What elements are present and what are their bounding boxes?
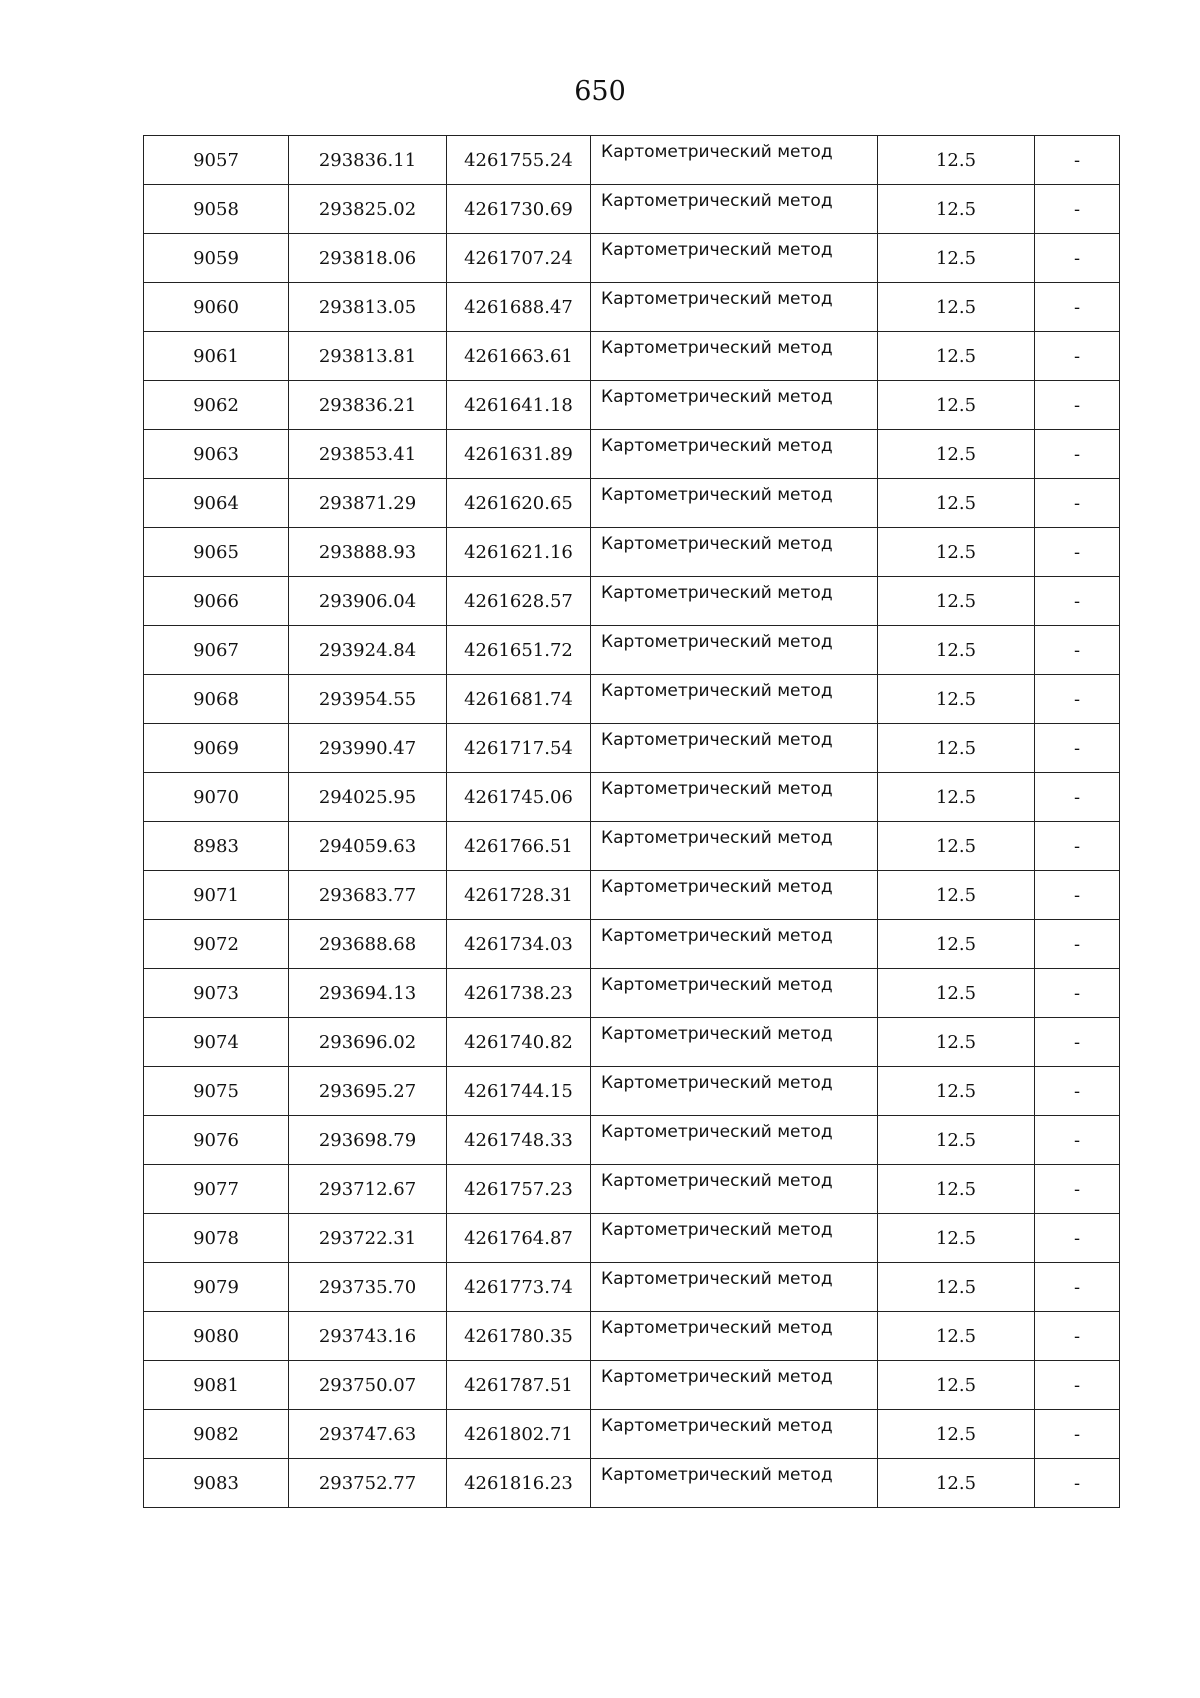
method-cell: Картометрический метод (591, 1214, 878, 1263)
accuracy-cell: 12.5 (878, 1116, 1035, 1165)
method-cell: Картометрический метод (591, 822, 878, 871)
table-row (144, 675, 1120, 724)
y-coordinate-cell: 4261621.16 (447, 528, 591, 577)
y-coordinate-cell: 4261766.51 (447, 822, 591, 871)
point-number-cell: 9078 (144, 1214, 289, 1263)
method-cell: Картометрический метод (591, 871, 878, 920)
x-coordinate-cell: 293694.13 (289, 969, 447, 1018)
x-coordinate-cell: 293888.93 (289, 528, 447, 577)
note-cell: - (1035, 1067, 1120, 1116)
accuracy-cell: 12.5 (878, 871, 1035, 920)
note-cell: - (1035, 1361, 1120, 1410)
method-cell: Картометрический метод (591, 1067, 878, 1116)
note-cell: - (1035, 283, 1120, 332)
accuracy-cell: 12.5 (878, 136, 1035, 185)
point-number-cell: 9066 (144, 577, 289, 626)
method-cell: Картометрический метод (591, 528, 878, 577)
y-coordinate-cell: 4261748.33 (447, 1116, 591, 1165)
note-cell: - (1035, 1459, 1120, 1508)
note-cell: - (1035, 577, 1120, 626)
accuracy-cell: 12.5 (878, 1459, 1035, 1508)
y-coordinate-cell: 4261707.24 (447, 234, 591, 283)
accuracy-cell: 12.5 (878, 822, 1035, 871)
x-coordinate-cell: 293836.21 (289, 381, 447, 430)
y-coordinate-cell: 4261764.87 (447, 1214, 591, 1263)
accuracy-cell: 12.5 (878, 773, 1035, 822)
note-cell: - (1035, 1116, 1120, 1165)
table-row (144, 822, 1120, 871)
point-number-cell: 9073 (144, 969, 289, 1018)
x-coordinate-cell: 293698.79 (289, 1116, 447, 1165)
point-number-cell: 9068 (144, 675, 289, 724)
table-row (144, 1018, 1120, 1067)
method-cell: Картометрический метод (591, 626, 878, 675)
x-coordinate-cell: 294025.95 (289, 773, 447, 822)
accuracy-cell: 12.5 (878, 1018, 1035, 1067)
table-row (144, 430, 1120, 479)
point-number-cell: 8983 (144, 822, 289, 871)
note-cell: - (1035, 969, 1120, 1018)
accuracy-cell: 12.5 (878, 920, 1035, 969)
y-coordinate-cell: 4261688.47 (447, 283, 591, 332)
table-row (144, 1361, 1120, 1410)
x-coordinate-cell: 293954.55 (289, 675, 447, 724)
x-coordinate-cell: 293871.29 (289, 479, 447, 528)
accuracy-cell: 12.5 (878, 1214, 1035, 1263)
note-cell: - (1035, 1018, 1120, 1067)
y-coordinate-cell: 4261780.35 (447, 1312, 591, 1361)
accuracy-cell: 12.5 (878, 528, 1035, 577)
table-row (144, 1165, 1120, 1214)
y-coordinate-cell: 4261641.18 (447, 381, 591, 430)
note-cell: - (1035, 675, 1120, 724)
method-cell: Картометрический метод (591, 136, 878, 185)
y-coordinate-cell: 4261728.31 (447, 871, 591, 920)
table-row (144, 969, 1120, 1018)
accuracy-cell: 12.5 (878, 626, 1035, 675)
accuracy-cell: 12.5 (878, 1361, 1035, 1410)
note-cell: - (1035, 724, 1120, 773)
table-row (144, 577, 1120, 626)
point-number-cell: 9072 (144, 920, 289, 969)
x-coordinate-cell: 293752.77 (289, 1459, 447, 1508)
table-row (144, 1116, 1120, 1165)
y-coordinate-cell: 4261628.57 (447, 577, 591, 626)
x-coordinate-cell: 293750.07 (289, 1361, 447, 1410)
method-cell: Картометрический метод (591, 1165, 878, 1214)
y-coordinate-cell: 4261631.89 (447, 430, 591, 479)
accuracy-cell: 12.5 (878, 283, 1035, 332)
x-coordinate-cell: 294059.63 (289, 822, 447, 871)
accuracy-cell: 12.5 (878, 724, 1035, 773)
x-coordinate-cell: 293735.70 (289, 1263, 447, 1312)
point-number-cell: 9077 (144, 1165, 289, 1214)
note-cell: - (1035, 1410, 1120, 1459)
point-number-cell: 9069 (144, 724, 289, 773)
note-cell: - (1035, 1214, 1120, 1263)
note-cell: - (1035, 773, 1120, 822)
y-coordinate-cell: 4261773.74 (447, 1263, 591, 1312)
method-cell: Картометрический метод (591, 283, 878, 332)
accuracy-cell: 12.5 (878, 185, 1035, 234)
method-cell: Картометрический метод (591, 1361, 878, 1410)
table-row (144, 528, 1120, 577)
table-row (144, 381, 1120, 430)
point-number-cell: 9057 (144, 136, 289, 185)
accuracy-cell: 12.5 (878, 234, 1035, 283)
note-cell: - (1035, 528, 1120, 577)
accuracy-cell: 12.5 (878, 479, 1035, 528)
y-coordinate-cell: 4261651.72 (447, 626, 591, 675)
note-cell: - (1035, 1165, 1120, 1214)
x-coordinate-cell: 293696.02 (289, 1018, 447, 1067)
y-coordinate-cell: 4261757.23 (447, 1165, 591, 1214)
accuracy-cell: 12.5 (878, 1165, 1035, 1214)
accuracy-cell: 12.5 (878, 1067, 1035, 1116)
accuracy-cell: 12.5 (878, 1312, 1035, 1361)
x-coordinate-cell: 293924.84 (289, 626, 447, 675)
accuracy-cell: 12.5 (878, 381, 1035, 430)
method-cell: Картометрический метод (591, 724, 878, 773)
y-coordinate-cell: 4261734.03 (447, 920, 591, 969)
method-cell: Картометрический метод (591, 185, 878, 234)
x-coordinate-cell: 293836.11 (289, 136, 447, 185)
x-coordinate-cell: 293695.27 (289, 1067, 447, 1116)
note-cell: - (1035, 871, 1120, 920)
coordinates-table (143, 135, 1120, 1508)
y-coordinate-cell: 4261787.51 (447, 1361, 591, 1410)
note-cell: - (1035, 822, 1120, 871)
note-cell: - (1035, 136, 1120, 185)
x-coordinate-cell: 293813.05 (289, 283, 447, 332)
page-number: 650 (574, 76, 626, 107)
note-cell: - (1035, 185, 1120, 234)
method-cell: Картометрический метод (591, 1459, 878, 1508)
note-cell: - (1035, 430, 1120, 479)
x-coordinate-cell: 293853.41 (289, 430, 447, 479)
point-number-cell: 9063 (144, 430, 289, 479)
table-row (144, 724, 1120, 773)
table-row (144, 1067, 1120, 1116)
y-coordinate-cell: 4261816.23 (447, 1459, 591, 1508)
x-coordinate-cell: 293683.77 (289, 871, 447, 920)
accuracy-cell: 12.5 (878, 577, 1035, 626)
y-coordinate-cell: 4261744.15 (447, 1067, 591, 1116)
x-coordinate-cell: 293722.31 (289, 1214, 447, 1263)
y-coordinate-cell: 4261730.69 (447, 185, 591, 234)
table-row (144, 1214, 1120, 1263)
table-row (144, 1312, 1120, 1361)
table-row (144, 479, 1120, 528)
table-row (144, 871, 1120, 920)
table-row (144, 1459, 1120, 1508)
note-cell: - (1035, 626, 1120, 675)
point-number-cell: 9065 (144, 528, 289, 577)
method-cell: Картометрический метод (591, 430, 878, 479)
table-row (144, 283, 1120, 332)
accuracy-cell: 12.5 (878, 675, 1035, 724)
x-coordinate-cell: 293743.16 (289, 1312, 447, 1361)
accuracy-cell: 12.5 (878, 1410, 1035, 1459)
y-coordinate-cell: 4261738.23 (447, 969, 591, 1018)
method-cell: Картометрический метод (591, 381, 878, 430)
method-cell: Картометрический метод (591, 773, 878, 822)
method-cell: Картометрический метод (591, 1116, 878, 1165)
point-number-cell: 9062 (144, 381, 289, 430)
y-coordinate-cell: 4261620.65 (447, 479, 591, 528)
point-number-cell: 9079 (144, 1263, 289, 1312)
x-coordinate-cell: 293825.02 (289, 185, 447, 234)
point-number-cell: 9076 (144, 1116, 289, 1165)
point-number-cell: 9081 (144, 1361, 289, 1410)
point-number-cell: 9070 (144, 773, 289, 822)
point-number-cell: 9075 (144, 1067, 289, 1116)
point-number-cell: 9071 (144, 871, 289, 920)
note-cell: - (1035, 234, 1120, 283)
table-row (144, 1410, 1120, 1459)
point-number-cell: 9080 (144, 1312, 289, 1361)
point-number-cell: 9060 (144, 283, 289, 332)
method-cell: Картометрический метод (591, 1018, 878, 1067)
note-cell: - (1035, 1312, 1120, 1361)
point-number-cell: 9074 (144, 1018, 289, 1067)
table-row (144, 1263, 1120, 1312)
point-number-cell: 9064 (144, 479, 289, 528)
method-cell: Картометрический метод (591, 479, 878, 528)
y-coordinate-cell: 4261755.24 (447, 136, 591, 185)
method-cell: Картометрический метод (591, 1263, 878, 1312)
y-coordinate-cell: 4261717.54 (447, 724, 591, 773)
method-cell: Картометрический метод (591, 1410, 878, 1459)
x-coordinate-cell: 293688.68 (289, 920, 447, 969)
point-number-cell: 9058 (144, 185, 289, 234)
x-coordinate-cell: 293747.63 (289, 1410, 447, 1459)
x-coordinate-cell: 293712.67 (289, 1165, 447, 1214)
table-row (144, 332, 1120, 381)
point-number-cell: 9082 (144, 1410, 289, 1459)
point-number-cell: 9083 (144, 1459, 289, 1508)
method-cell: Картометрический метод (591, 969, 878, 1018)
note-cell: - (1035, 332, 1120, 381)
y-coordinate-cell: 4261740.82 (447, 1018, 591, 1067)
note-cell: - (1035, 479, 1120, 528)
method-cell: Картометрический метод (591, 332, 878, 381)
method-cell: Картометрический метод (591, 920, 878, 969)
method-cell: Картометрический метод (591, 577, 878, 626)
method-cell: Картометрический метод (591, 234, 878, 283)
note-cell: - (1035, 920, 1120, 969)
accuracy-cell: 12.5 (878, 969, 1035, 1018)
method-cell: Картометрический метод (591, 1312, 878, 1361)
x-coordinate-cell: 293818.06 (289, 234, 447, 283)
y-coordinate-cell: 4261745.06 (447, 773, 591, 822)
note-cell: - (1035, 381, 1120, 430)
y-coordinate-cell: 4261681.74 (447, 675, 591, 724)
note-cell: - (1035, 1263, 1120, 1312)
y-coordinate-cell: 4261663.61 (447, 332, 591, 381)
method-cell: Картометрический метод (591, 675, 878, 724)
table-body (144, 136, 1120, 1508)
table-row (144, 920, 1120, 969)
x-coordinate-cell: 293813.81 (289, 332, 447, 381)
point-number-cell: 9059 (144, 234, 289, 283)
table-row (144, 773, 1120, 822)
point-number-cell: 9067 (144, 626, 289, 675)
x-coordinate-cell: 293906.04 (289, 577, 447, 626)
y-coordinate-cell: 4261802.71 (447, 1410, 591, 1459)
accuracy-cell: 12.5 (878, 1263, 1035, 1312)
table-row (144, 185, 1120, 234)
accuracy-cell: 12.5 (878, 332, 1035, 381)
table-row (144, 136, 1120, 185)
table-row (144, 234, 1120, 283)
point-number-cell: 9061 (144, 332, 289, 381)
table-row (144, 626, 1120, 675)
x-coordinate-cell: 293990.47 (289, 724, 447, 773)
accuracy-cell: 12.5 (878, 430, 1035, 479)
